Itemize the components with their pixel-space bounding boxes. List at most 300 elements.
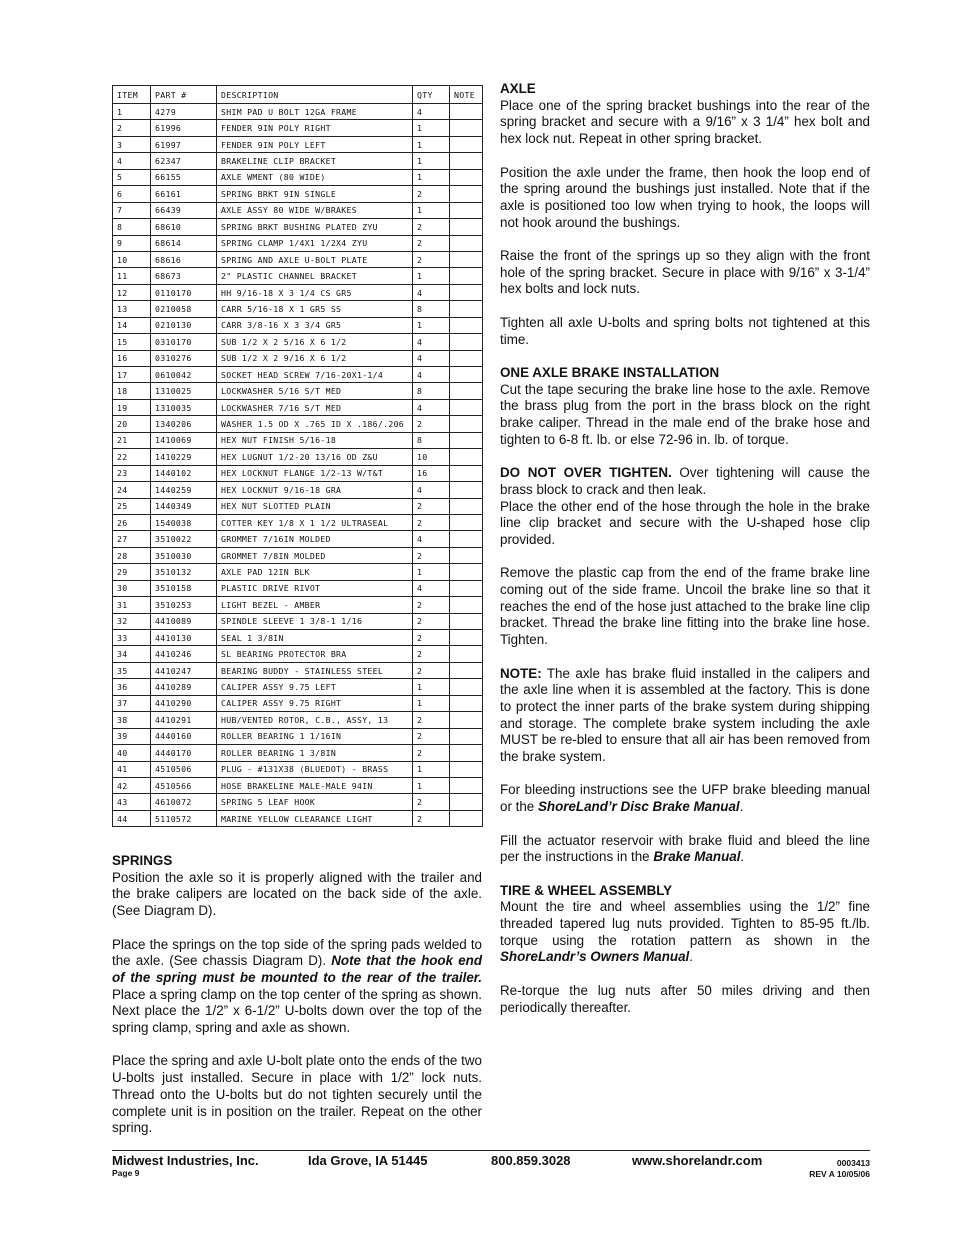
cell-description: HEX NUT SLOTTED PLAIN (217, 498, 413, 514)
cell-note (450, 728, 483, 744)
cell-part-number: 0210058 (151, 301, 217, 317)
cell-description: SEAL 1 3/8IN (217, 630, 413, 646)
cell-note (450, 301, 483, 317)
cell-item-number: 15 (113, 334, 151, 350)
cell-description: ROLLER BEARING 1 3/8IN (217, 745, 413, 761)
bleeding-end: . (739, 799, 744, 815)
table-row (113, 646, 483, 662)
cell-part-number: 3510132 (151, 564, 217, 580)
header-note: NOTE (450, 86, 483, 104)
cell-part-number: 66439 (151, 202, 217, 218)
brake-warning-text: Over tightening will cause the brass block to crack and then leak. (500, 465, 870, 497)
axle-paragraph-2: Position the axle under the frame, then hook the loop end of the spring around the bushings just installed. Note that if the axle is positioned too low when trying to hook, the loops will not hook around the bushings. (500, 164, 870, 230)
cell-description: SPRING AND AXLE U-BOLT PLATE (217, 251, 413, 267)
bleeding-text: For bleeding instructions see the UFP brake bleeding manual or the (500, 782, 870, 815)
cell-description: SOCKET HEAD SCREW 7/16-20X1-1/4 (217, 367, 413, 383)
cell-part-number: 0110170 (151, 284, 217, 300)
cell-note (450, 679, 483, 695)
cell-part-number: 1310025 (151, 383, 217, 399)
table-row (113, 251, 483, 267)
cell-part-number: 3510030 (151, 547, 217, 563)
cell-description: SPINDLE SLEEVE 1 3/8-1 1/16 (217, 613, 413, 629)
cell-description: HEX LUGNUT 1/2-20 13/16 OD Z&U (217, 449, 413, 465)
cell-qty: 8 (413, 383, 450, 399)
table-row (113, 317, 483, 333)
cell-description: CALIPER ASSY 9.75 RIGHT (217, 695, 413, 711)
footer-phone: 800.859.3028 (491, 1153, 571, 1168)
cell-part-number: 1540038 (151, 514, 217, 530)
cell-note (450, 810, 483, 826)
cell-note (450, 367, 483, 383)
header-item: ITEM (113, 86, 151, 104)
cell-description: SPRING BRKT 9IN SINGLE (217, 186, 413, 202)
cell-part-number: 4410130 (151, 630, 217, 646)
cell-qty: 4 (413, 531, 450, 547)
footer-company: Midwest Industries, Inc. (112, 1153, 259, 1168)
cell-part-number: 4279 (151, 104, 217, 120)
cell-qty: 4 (413, 350, 450, 366)
table-row (113, 432, 483, 448)
cell-qty: 1 (413, 202, 450, 218)
brake-paragraph-1: Cut the tape securing the brake line hose to the axle. Remove the brass plug from the port in the brass block on the right brake caliper. Thread in the male end of the brake hose and tighten to 6-8 ft. lb. or else 72-96 in. lb. of torque. (500, 381, 870, 447)
table-row (113, 153, 483, 169)
cell-description: LOCKWASHER 5/16 S/T MED (217, 383, 413, 399)
cell-item-number: 30 (113, 580, 151, 596)
header-description: DESCRIPTION (217, 86, 413, 104)
cell-qty: 4 (413, 482, 450, 498)
cell-part-number: 62347 (151, 153, 217, 169)
cell-description: LIGHT BEZEL - AMBER (217, 597, 413, 613)
cell-note (450, 416, 483, 432)
parts-list-table (112, 85, 483, 827)
footer-doc-number: 0003413 (836, 1158, 870, 1168)
footer-page-number: Page 9 (112, 1168, 140, 1178)
table-row (113, 531, 483, 547)
cell-qty: 2 (413, 235, 450, 251)
cell-note (450, 580, 483, 596)
cell-description: SL BEARING PROTECTOR BRA (217, 646, 413, 662)
cell-note (450, 432, 483, 448)
cell-note (450, 498, 483, 514)
cell-qty: 1 (413, 136, 450, 152)
cell-part-number: 1440102 (151, 465, 217, 481)
cell-part-number: 4440160 (151, 728, 217, 744)
cell-qty: 2 (413, 613, 450, 629)
cell-item-number: 44 (113, 810, 151, 826)
brake-bleeding-paragraph (500, 782, 870, 815)
cell-part-number: 68673 (151, 268, 217, 284)
cell-note (450, 465, 483, 481)
cell-part-number: 0610042 (151, 367, 217, 383)
cell-description: COTTER KEY 1/8 X 1 1/2 ULTRASEAL (217, 514, 413, 530)
cell-description: FENDER 9IN POLY RIGHT (217, 120, 413, 136)
cell-description: SPRING 5 LEAF HOOK (217, 794, 413, 810)
cell-part-number: 4410247 (151, 662, 217, 678)
cell-qty: 2 (413, 251, 450, 267)
table-row (113, 202, 483, 218)
table-row (113, 449, 483, 465)
cell-qty: 2 (413, 712, 450, 728)
table-row (113, 120, 483, 136)
cell-qty: 1 (413, 695, 450, 711)
cell-qty: 2 (413, 547, 450, 563)
cell-qty: 1 (413, 169, 450, 185)
brake-paragraph-hose: Place the other end of the hose through the hole in the brake line clip bracket and secure with the U-shaped hose clip provided. (500, 498, 870, 547)
cell-item-number: 40 (113, 745, 151, 761)
cell-note (450, 136, 483, 152)
cell-item-number: 35 (113, 662, 151, 678)
cell-description: GROMMET 7/16IN MOLDED (217, 531, 413, 547)
springs-paragraph-3: Place the spring and axle U-bolt plate onto the ends of the two U-bolts just installed. Secure in place with 1/2” lock nuts. Thread onto the U-bolts but do not tighten securely until the complete unit is in position on the trailer. Repeat on the other spring. (112, 1053, 482, 1136)
cell-item-number: 24 (113, 482, 151, 498)
table-row (113, 679, 483, 695)
cell-qty: 1 (413, 120, 450, 136)
header-part-number: PART # (151, 86, 217, 104)
cell-note (450, 186, 483, 202)
cell-item-number: 42 (113, 777, 151, 793)
cell-qty: 2 (413, 794, 450, 810)
cell-note (450, 399, 483, 415)
cell-description: HEX LOCKNUT 9/16-18 GRA (217, 482, 413, 498)
cell-description: SHIM PAD U BOLT 12GA FRAME (217, 104, 413, 120)
cell-note (450, 646, 483, 662)
cell-item-number: 13 (113, 301, 151, 317)
cell-note (450, 514, 483, 530)
cell-description: CALIPER ASSY 9.75 LEFT (217, 679, 413, 695)
cell-description: ROLLER BEARING 1 1/16IN (217, 728, 413, 744)
cell-part-number: 61996 (151, 120, 217, 136)
cell-note (450, 268, 483, 284)
cell-item-number: 4 (113, 153, 151, 169)
cell-item-number: 19 (113, 399, 151, 415)
cell-item-number: 7 (113, 202, 151, 218)
cell-part-number: 1410229 (151, 449, 217, 465)
cell-qty: 2 (413, 514, 450, 530)
cell-note (450, 251, 483, 267)
cell-note (450, 317, 483, 333)
cell-description: HEX NUT FINISH 5/16-18 (217, 432, 413, 448)
cell-item-number: 29 (113, 564, 151, 580)
cell-item-number: 22 (113, 449, 151, 465)
cell-qty: 2 (413, 416, 450, 432)
cell-note (450, 219, 483, 235)
table-row (113, 465, 483, 481)
owners-manual-ref: ShoreLandr’s Owners Manual (500, 949, 690, 965)
cell-note (450, 761, 483, 777)
brake-heading: ONE AXLE BRAKE INSTALLATION (500, 364, 720, 380)
table-row (113, 662, 483, 678)
cell-note (450, 712, 483, 728)
cell-note (450, 120, 483, 136)
cell-description: AXLE PAD 12IN BLK (217, 564, 413, 580)
cell-note (450, 202, 483, 218)
cell-description: CARR 5/16-18 X 1 GR5 SS (217, 301, 413, 317)
cell-description: BEARING BUDDY - STAINLESS STEEL (217, 662, 413, 678)
cell-note (450, 794, 483, 810)
cell-part-number: 5110572 (151, 810, 217, 826)
table-row (113, 777, 483, 793)
table-row (113, 284, 483, 300)
springs-p2-text-a: Place the springs on the top side of the spring pads welded to the axle. (See chassis Diagram D). (112, 936, 482, 969)
cell-description: HUB/VENTED ROTOR, C.B., ASSY, 13 (217, 712, 413, 728)
footer-website: www.shorelandr.com (632, 1153, 763, 1168)
cell-description: WASHER 1.5 OD X .765 ID X .186/.206 (217, 416, 413, 432)
springs-p2-text-c: Place a spring clamp on the top center of the spring as shown. Next place the 1/2” x 6-1/2” U-bolts down over the top of the spring clamp, spring and axle as shown. (112, 986, 482, 1036)
cell-part-number: 1310035 (151, 399, 217, 415)
cell-part-number: 3510022 (151, 531, 217, 547)
cell-qty: 2 (413, 597, 450, 613)
cell-item-number: 1 (113, 104, 151, 120)
tire-text: Mount the tire and wheel assemblies using the 1/2” fine threaded tapered lug nuts provided. Tighten to 85-95 ft./lb. torque using the rotation pattern as shown in the (500, 899, 870, 948)
cell-item-number: 10 (113, 251, 151, 267)
cell-qty: 4 (413, 399, 450, 415)
cell-item-number: 9 (113, 235, 151, 251)
reservoir-text: Fill the actuator reservoir with brake fluid and bleed the line per the instructions in the (500, 832, 870, 865)
table-row (113, 745, 483, 761)
cell-qty: 1 (413, 679, 450, 695)
cell-note (450, 104, 483, 120)
cell-part-number: 4610072 (151, 794, 217, 810)
cell-qty: 8 (413, 301, 450, 317)
cell-qty: 2 (413, 219, 450, 235)
cell-description: FENDER 9IN POLY LEFT (217, 136, 413, 152)
cell-qty: 8 (413, 432, 450, 448)
cell-qty: 2 (413, 630, 450, 646)
cell-item-number: 18 (113, 383, 151, 399)
cell-description: PLUG - #131X38 (BLUEDOT) - BRASS (217, 761, 413, 777)
cell-note (450, 630, 483, 646)
cell-note (450, 547, 483, 563)
table-row (113, 498, 483, 514)
cell-description: SUB 1/2 X 2 5/16 X 6 1/2 (217, 334, 413, 350)
footer-divider (112, 1150, 870, 1151)
cell-part-number: 0310276 (151, 350, 217, 366)
cell-part-number: 68616 (151, 251, 217, 267)
table-row (113, 399, 483, 415)
cell-item-number: 14 (113, 317, 151, 333)
cell-qty: 2 (413, 728, 450, 744)
cell-note (450, 613, 483, 629)
cell-item-number: 20 (113, 416, 151, 432)
cell-description: MARINE YELLOW CLEARANCE LIGHT (217, 810, 413, 826)
cell-item-number: 32 (113, 613, 151, 629)
cell-part-number: 4410289 (151, 679, 217, 695)
table-row (113, 334, 483, 350)
cell-note (450, 597, 483, 613)
cell-item-number: 21 (113, 432, 151, 448)
cell-description: HOSE BRAKELINE MALE-MALE 94IN (217, 777, 413, 793)
tire-end: . (689, 949, 693, 965)
cell-qty: 1 (413, 153, 450, 169)
cell-note (450, 383, 483, 399)
springs-hook-warning: Note that the hook end of the spring must be mounted to the rear of the trailer. (112, 953, 483, 985)
springs-paragraph-2 (112, 937, 482, 1037)
cell-qty: 4 (413, 580, 450, 596)
tire-paragraph-2: Re-torque the lug nuts after 50 miles driving and then periodically thereafter. (500, 982, 870, 1015)
cell-item-number: 31 (113, 597, 151, 613)
table-row (113, 547, 483, 563)
cell-part-number: 61997 (151, 136, 217, 152)
cell-qty: 16 (413, 465, 450, 481)
table-row (113, 613, 483, 629)
axle-paragraph-1: Place one of the spring bracket bushings into the rear of the spring bracket and secure with a 9/16” x 3 1/4” hex bolt and hex lock nut. Repeat in other spring bracket. (500, 97, 870, 147)
cell-qty: 2 (413, 662, 450, 678)
cell-note (450, 564, 483, 580)
table-row (113, 268, 483, 284)
reservoir-end: . (740, 849, 745, 865)
brake-paragraph-3: Remove the plastic cap from the end of the frame brake line coming out of the side frame. Uncoil the brake line so that it reaches the end of the hose just attached to the brake line clip bracket. Thread the brake line fitting into the brake line hose. Tighten. (500, 565, 870, 648)
cell-item-number: 28 (113, 547, 151, 563)
disc-brake-manual-ref: ShoreLand’r Disc Brake Manual (537, 799, 740, 815)
table-row (113, 350, 483, 366)
cell-description: HH 9/16-18 X 3 1/4 CS GR5 (217, 284, 413, 300)
cell-description: LOCKWASHER 7/16 S/T MED (217, 399, 413, 415)
cell-part-number: 1340206 (151, 416, 217, 432)
table-row (113, 416, 483, 432)
cell-qty: 1 (413, 777, 450, 793)
cell-item-number: 25 (113, 498, 151, 514)
left-text-column (112, 853, 482, 1137)
tire-paragraph-1 (500, 899, 870, 966)
cell-note (450, 695, 483, 711)
cell-note (450, 350, 483, 366)
cell-description: PLASTIC DRIVE RIVOT (217, 580, 413, 596)
cell-part-number: 66161 (151, 186, 217, 202)
cell-item-number: 38 (113, 712, 151, 728)
cell-note (450, 531, 483, 547)
cell-description: SUB 1/2 X 2 9/16 X 6 1/2 (217, 350, 413, 366)
cell-qty: 2 (413, 745, 450, 761)
cell-item-number: 41 (113, 761, 151, 777)
cell-item-number: 11 (113, 268, 151, 284)
cell-item-number: 16 (113, 350, 151, 366)
brake-manual-ref: Brake Manual (653, 849, 741, 865)
cell-item-number: 23 (113, 465, 151, 481)
cell-qty: 2 (413, 810, 450, 826)
cell-qty: 2 (413, 186, 450, 202)
cell-item-number: 3 (113, 136, 151, 152)
cell-description: SPRING CLAMP 1/4X1 1/2X4 ZYU (217, 235, 413, 251)
cell-note (450, 745, 483, 761)
axle-heading: AXLE (500, 81, 536, 96)
cell-item-number: 17 (113, 367, 151, 383)
cell-part-number: 1440259 (151, 482, 217, 498)
table-row (113, 169, 483, 185)
cell-part-number: 3510158 (151, 580, 217, 596)
brake-note-paragraph (500, 666, 870, 766)
table-row (113, 630, 483, 646)
cell-item-number: 27 (113, 531, 151, 547)
table-row (113, 695, 483, 711)
right-text-column (500, 81, 870, 1016)
table-row (113, 794, 483, 810)
footer-revision: REV A 10/05/06 (809, 1169, 870, 1179)
cell-part-number: 3510253 (151, 597, 217, 613)
do-not-over-tighten: DO NOT OVER TIGHTEN. (500, 465, 672, 481)
cell-note (450, 284, 483, 300)
cell-note (450, 777, 483, 793)
cell-description: AXLE ASSY 80 WIDE W/BRAKES (217, 202, 413, 218)
cell-part-number: 4410246 (151, 646, 217, 662)
cell-item-number: 34 (113, 646, 151, 662)
cell-item-number: 43 (113, 794, 151, 810)
table-row (113, 580, 483, 596)
table-row (113, 712, 483, 728)
cell-part-number: 4410089 (151, 613, 217, 629)
table-row (113, 136, 483, 152)
cell-item-number: 2 (113, 120, 151, 136)
header-qty: QTY (413, 86, 450, 104)
brake-warning-paragraph (500, 465, 870, 498)
cell-qty: 10 (413, 449, 450, 465)
cell-part-number: 1410069 (151, 432, 217, 448)
table-row (113, 301, 483, 317)
cell-description: BRAKELINE CLIP BRACKET (217, 153, 413, 169)
cell-note (450, 334, 483, 350)
cell-item-number: 37 (113, 695, 151, 711)
table-row (113, 383, 483, 399)
cell-note (450, 662, 483, 678)
cell-qty: 4 (413, 104, 450, 120)
springs-heading: SPRINGS (112, 853, 173, 868)
cell-part-number: 4510566 (151, 777, 217, 793)
cell-item-number: 8 (113, 219, 151, 235)
cell-description: SPRING BRKT BUSHING PLATED ZYU (217, 219, 413, 235)
tire-heading: TIRE & WHEEL ASSEMBLY (500, 882, 673, 898)
cell-item-number: 36 (113, 679, 151, 695)
cell-note (450, 482, 483, 498)
cell-part-number: 66155 (151, 169, 217, 185)
table-row (113, 219, 483, 235)
cell-part-number: 4410290 (151, 695, 217, 711)
cell-item-number: 5 (113, 169, 151, 185)
cell-note (450, 235, 483, 251)
cell-part-number: 4510506 (151, 761, 217, 777)
table-row (113, 367, 483, 383)
cell-description: GROMMET 7/8IN MOLDED (217, 547, 413, 563)
cell-part-number: 0310170 (151, 334, 217, 350)
table-row (113, 761, 483, 777)
cell-part-number: 0210130 (151, 317, 217, 333)
axle-paragraph-4: Tighten all axle U-bolts and spring bolts not tightened at this time. (500, 314, 870, 347)
cell-description: CARR 3/8-16 X 3 3/4 GR5 (217, 317, 413, 333)
cell-item-number: 33 (113, 630, 151, 646)
cell-part-number: 1440349 (151, 498, 217, 514)
cell-item-number: 26 (113, 514, 151, 530)
cell-description: HEX LOCKNUT FLANGE 1/2-13 W/T&T (217, 465, 413, 481)
cell-note (450, 169, 483, 185)
table-row (113, 482, 483, 498)
table-row (113, 104, 483, 120)
cell-qty: 1 (413, 317, 450, 333)
cell-part-number: 68610 (151, 219, 217, 235)
cell-qty: 2 (413, 646, 450, 662)
table-row (113, 514, 483, 530)
table-row (113, 597, 483, 613)
cell-item-number: 12 (113, 284, 151, 300)
cell-description: AXLE WMENT (80 WIDE) (217, 169, 413, 185)
table-header-row (113, 86, 483, 104)
note-label: NOTE: (500, 665, 542, 681)
cell-qty: 4 (413, 367, 450, 383)
cell-qty: 1 (413, 761, 450, 777)
cell-qty: 1 (413, 564, 450, 580)
cell-qty: 1 (413, 268, 450, 284)
springs-paragraph-1: Position the axle so it is properly aligned with the trailer and the brake calipers are located on the back side of the axle. (See Diagram D). (112, 869, 482, 919)
parts-table-body (113, 104, 483, 827)
note-text: The axle has brake fluid installed in the calipers and the axle line when it is assembled at the factory. This is done to protect the inner parts of the brake system during shipping and storage. The complete brake system including the axle MUST be re-bled to ensure that all air has been removed from the brake system. (500, 665, 870, 765)
cell-part-number: 4440170 (151, 745, 217, 761)
